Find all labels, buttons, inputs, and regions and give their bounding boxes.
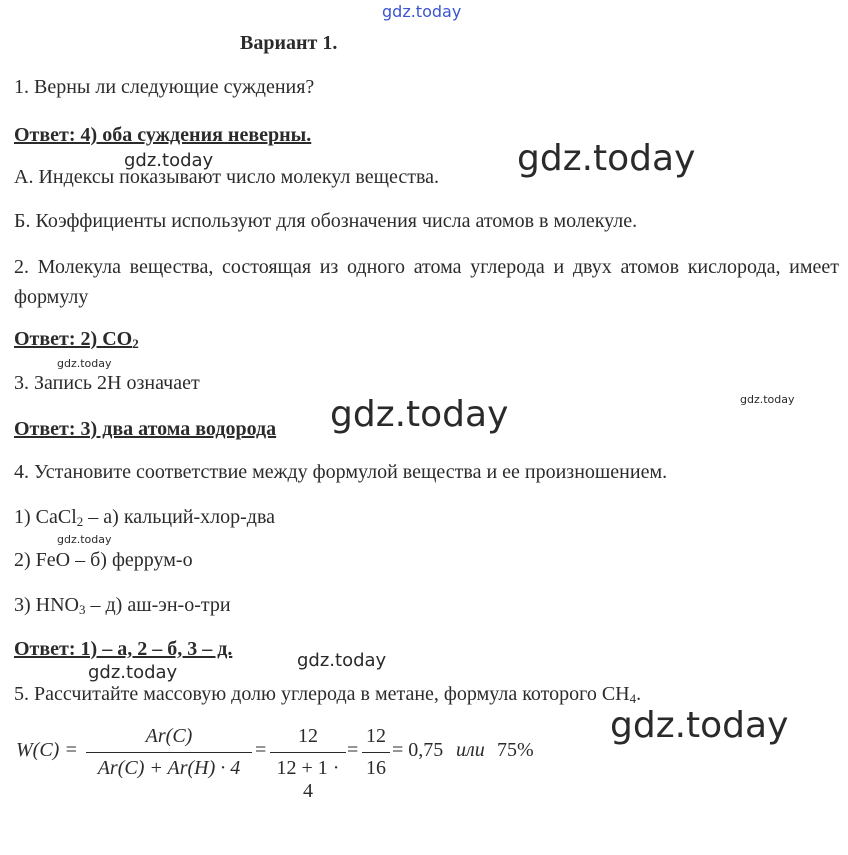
formula-result: = 0,75 [392, 739, 444, 761]
formula-or: или [456, 739, 485, 761]
question-3: 3. Запись 2Н означает [14, 372, 200, 394]
equals-sign: = [255, 739, 267, 761]
fraction-2-denominator: 12 + 1 · 4 [276, 757, 340, 802]
match-item-3-post: – д) аш-эн-о-три [85, 594, 231, 616]
fraction-3-numerator: 12 [366, 725, 386, 747]
question-5-sub: 4 [629, 691, 637, 706]
statement-b: Б. Коэффициенты используют для обозначения числа атомов в молекуле. [14, 210, 638, 232]
match-item-1-post: – а) кальций-хлор-два [83, 506, 276, 528]
watermark: gdz.today [124, 150, 214, 171]
fraction-1-numerator: Ar(C) [145, 725, 193, 747]
formula-lhs: W(C) = [16, 739, 78, 761]
answer-1: Ответ: 4) оба суждения неверны. [14, 124, 312, 146]
watermark: gdz.today [57, 533, 112, 546]
match-item-2-text: 2) FeO – б) феррум-о [14, 549, 193, 571]
question-5 [14, 683, 641, 707]
watermark: gdz.today [297, 650, 387, 671]
fraction-1-bar [86, 752, 252, 753]
question-5-pre: 5. Рассчитайте массовую долю углерода в метане, формула которого CH [14, 683, 630, 705]
watermark: gdz.today [517, 138, 696, 179]
fraction-3-denominator: 16 [366, 757, 386, 779]
question-2: 2. Молекула вещества, состоящая из одного атома углерода и двух атомов кислорода, имеет формулу [14, 256, 839, 308]
match-item-1 [14, 506, 275, 530]
question-5-post: . [636, 683, 642, 705]
fraction-2-bar [270, 752, 346, 753]
watermark-top: gdz.today [382, 2, 462, 21]
equals-sign: = [347, 739, 359, 761]
answer-2-subscript: 2 [132, 336, 139, 351]
match-item-1-sub: 2 [76, 514, 84, 529]
match-item-1-pre: 1) CaCl [14, 506, 77, 528]
watermark: gdz.today [610, 705, 789, 746]
match-item-2 [14, 549, 193, 572]
answer-4: Ответ: 1) – а, 2 – б, 3 – д. [14, 638, 233, 660]
formula-percent: 75% [497, 739, 534, 761]
fraction-3-bar [362, 752, 390, 753]
match-item-3-pre: 3) HNO [14, 594, 79, 616]
watermark: gdz.today [330, 394, 509, 435]
fraction-2-numerator: 12 [298, 725, 318, 747]
question-4: 4. Установите соответствие между формулой вещества и ее произношением. [14, 461, 668, 483]
watermark: gdz.today [57, 357, 112, 370]
watermark: gdz.today [88, 662, 178, 683]
variant-title: Вариант 1. [240, 32, 338, 54]
question-1: 1. Верны ли следующие суждения? [14, 76, 315, 98]
match-item-3 [14, 594, 231, 618]
statement-a: А. Индексы показывают число молекул вещества. [14, 166, 440, 188]
watermark: gdz.today [740, 393, 795, 406]
answer-2 [14, 328, 139, 352]
fraction-1-denominator: Ar(C) + Ar(H) · 4 [97, 757, 241, 779]
answer-2-text: Ответ: 2) CO [14, 328, 133, 350]
match-item-3-sub: 3 [79, 602, 86, 617]
answer-3: Ответ: 3) два атома водорода [14, 418, 277, 440]
